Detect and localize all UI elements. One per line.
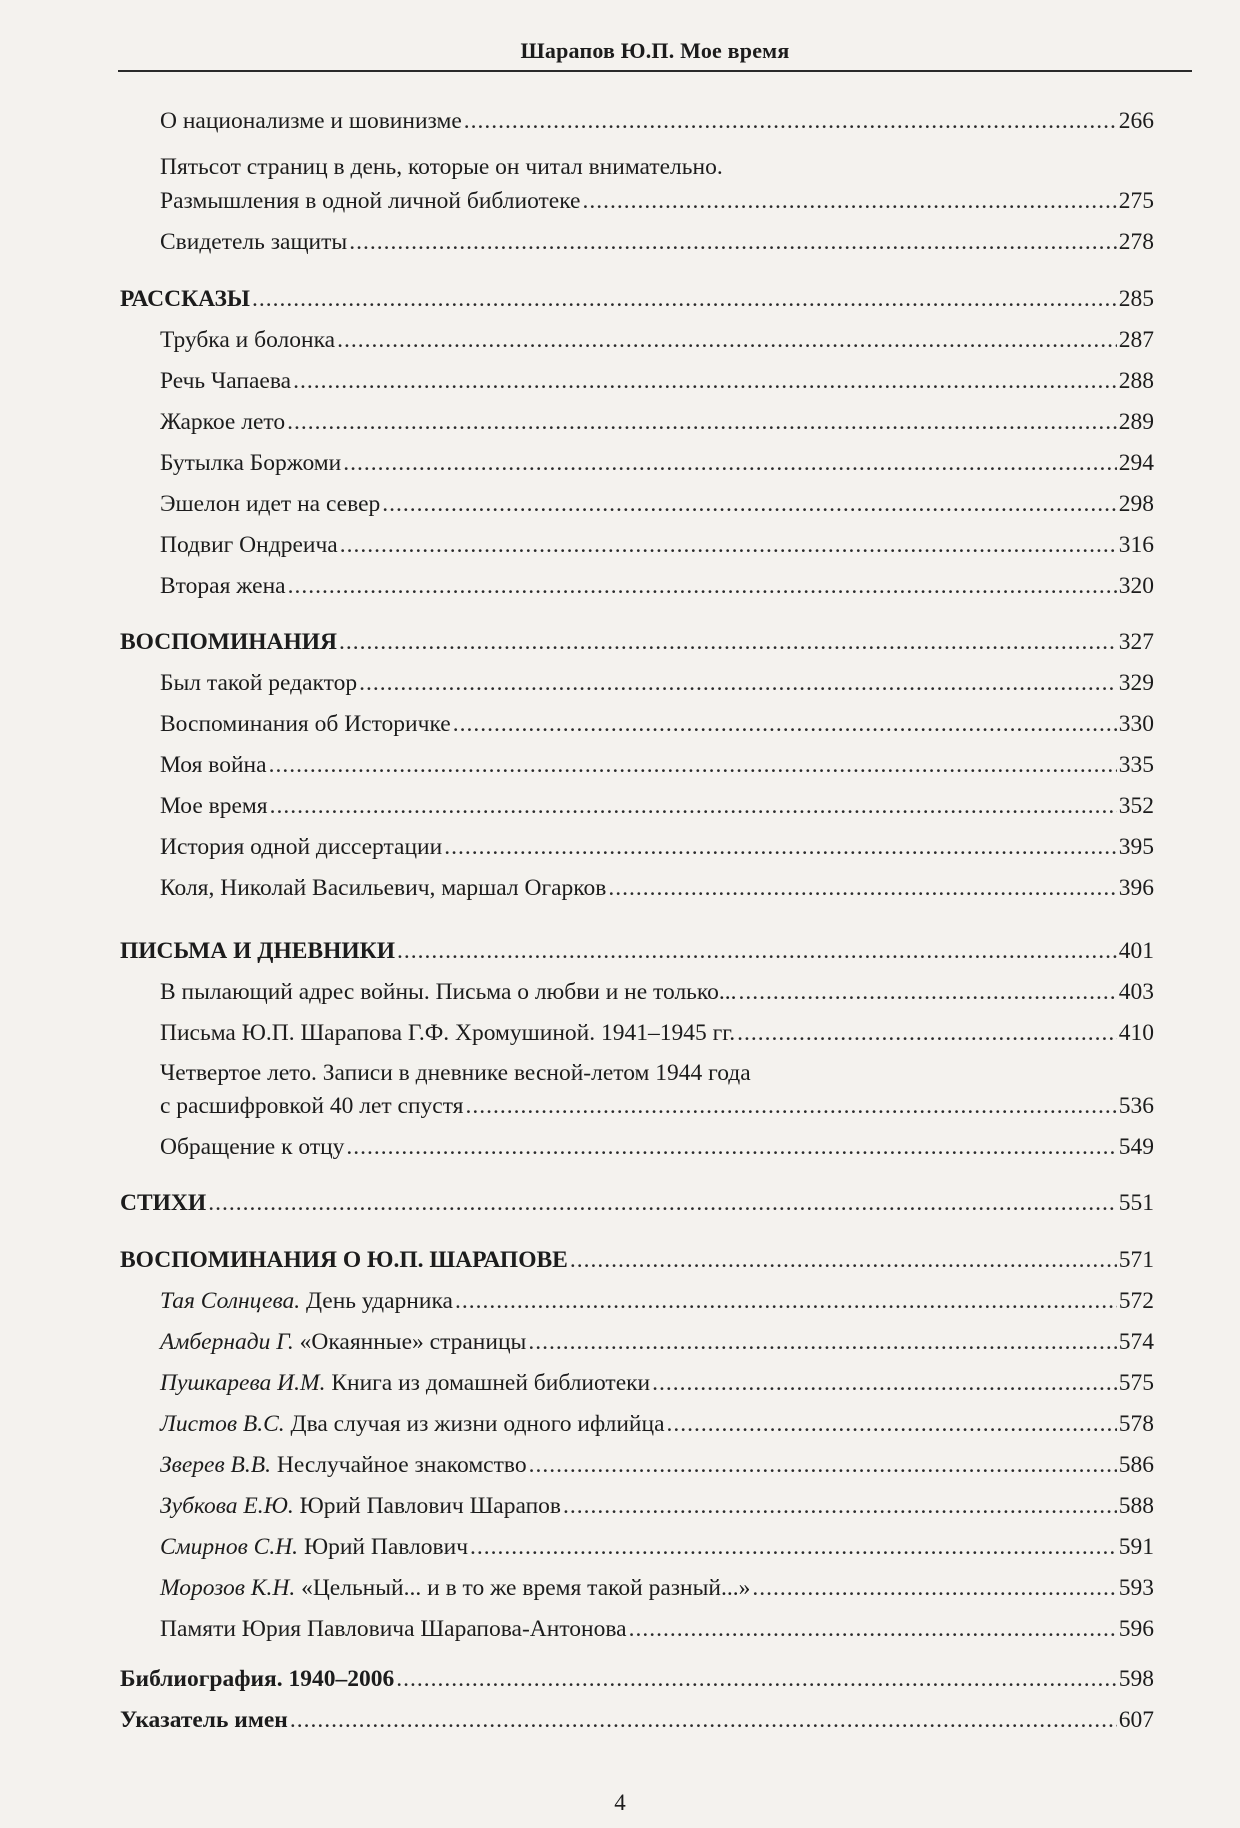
toc-entry-title: Размышления в одной личной библиотеке	[160, 188, 581, 214]
toc-entry-title: История одной диссертации	[160, 834, 443, 860]
toc-entry-page: 596	[1118, 1616, 1154, 1642]
leader-dots	[396, 1664, 1117, 1694]
toc-entry-page: 285	[1118, 286, 1154, 312]
toc-section-heading[interactable]	[120, 1705, 1154, 1735]
toc-entry[interactable]	[160, 571, 1154, 601]
toc-section-title: Указатель имен	[120, 1707, 288, 1733]
toc-entry-author: Зверев В.В.	[160, 1452, 271, 1478]
toc-entry[interactable]	[160, 1368, 1154, 1398]
toc-entry[interactable]	[160, 448, 1154, 478]
toc-entry-page: 401	[1118, 938, 1154, 964]
toc-entry[interactable]	[160, 1409, 1154, 1439]
toc-section-title: РАССКАЗЫ	[120, 286, 250, 312]
toc-entry[interactable]	[160, 1327, 1154, 1357]
toc-entry[interactable]	[160, 530, 1154, 560]
leader-dots	[397, 936, 1117, 966]
leader-dots	[290, 1705, 1117, 1735]
toc-entry-title: Бутылка Боржоми	[160, 450, 342, 476]
toc-entry[interactable]	[160, 489, 1154, 519]
toc-entry-author: Амбернади Г.	[160, 1329, 294, 1355]
leader-dots	[752, 1573, 1116, 1603]
toc-entry-title: Памяти Юрия Павловича Шарапова-Антонова	[160, 1616, 627, 1642]
toc-section-title: Библиография. 1940–2006	[120, 1666, 395, 1692]
toc-entry-page: 278	[1118, 229, 1154, 255]
toc-entry[interactable]	[160, 977, 1154, 1007]
leader-dots	[465, 1091, 1116, 1121]
toc-entry-page: 327	[1118, 629, 1154, 655]
toc-section-heading[interactable]	[120, 1664, 1154, 1694]
leader-dots	[349, 227, 1117, 257]
leader-dots	[737, 1018, 1117, 1048]
toc-entry-title: Вторая жена	[160, 573, 286, 599]
toc-entry[interactable]	[160, 1286, 1154, 1316]
toc-entry-page: 598	[1118, 1666, 1154, 1692]
leader-dots	[453, 709, 1117, 739]
toc-entry-title: Речь Чапаева	[160, 368, 292, 394]
leader-dots	[608, 873, 1116, 903]
toc-entry-title: В пылающий адрес войны. Письма о любви и не только...	[160, 979, 737, 1005]
toc-entry-title-line1: Четвертое лето. Записи в дневнике весной-летом 1944 года	[160, 1060, 751, 1086]
leader-dots	[293, 366, 1117, 396]
toc-entry-title: «Окаянные» страницы	[299, 1329, 527, 1355]
leader-dots	[270, 791, 1117, 821]
toc-entry-page: 396	[1118, 875, 1154, 901]
toc-entry-page: 575	[1118, 1370, 1154, 1396]
toc-entry-page: 289	[1118, 409, 1154, 435]
toc-entry-page: 298	[1118, 491, 1154, 517]
toc-entry[interactable]	[160, 1491, 1154, 1521]
toc-entry-title: День ударника	[305, 1288, 453, 1314]
toc-entry[interactable]	[160, 1532, 1154, 1562]
leader-dots	[337, 325, 1117, 355]
leader-dots	[529, 1450, 1117, 1480]
toc-entry[interactable]	[160, 1450, 1154, 1480]
toc-section-title: ПИСЬМА И ДНЕВНИКИ	[120, 938, 395, 964]
toc-entry-page: 288	[1118, 368, 1154, 394]
toc-entry-page: 287	[1118, 327, 1154, 353]
toc-entry[interactable]	[160, 186, 1154, 216]
toc-entry-page: 586	[1118, 1452, 1154, 1478]
toc-entry-title: Книга из домашней библиотеки	[331, 1370, 651, 1396]
toc-entry-page: 352	[1118, 793, 1154, 819]
toc-entry-title: Неслучайное знакомство	[276, 1452, 527, 1478]
toc-entry[interactable]	[160, 709, 1154, 739]
toc-entry-title: Воспоминания об Историчке	[160, 711, 451, 737]
leader-dots	[252, 284, 1117, 314]
leader-dots	[652, 1368, 1117, 1398]
toc-entry-page: 330	[1118, 711, 1154, 737]
toc-entry[interactable]	[160, 1573, 1154, 1603]
toc-entry-page: 395	[1118, 834, 1154, 860]
leader-dots	[563, 1491, 1117, 1521]
toc-entry-author: Морозов К.Н.	[160, 1575, 296, 1601]
leader-dots	[359, 668, 1117, 698]
toc-section-heading[interactable]	[120, 627, 1154, 657]
toc-entry-title: с расшифровкой 40 лет спустя	[160, 1093, 464, 1119]
toc-section-heading[interactable]	[120, 1188, 1154, 1218]
toc-entry[interactable]	[160, 106, 1154, 136]
leader-dots	[470, 1532, 1117, 1562]
toc-entry-title: Был такой редактор	[160, 670, 358, 696]
leader-dots	[738, 977, 1116, 1007]
toc-entry-page: 294	[1118, 450, 1154, 476]
leader-dots	[583, 186, 1117, 216]
toc-entry[interactable]	[160, 1018, 1154, 1048]
toc-entry-page: 571	[1118, 1247, 1154, 1273]
toc-entry-title: Подвиг Ондреича	[160, 532, 338, 558]
leader-dots	[382, 489, 1117, 519]
toc-entry-page: 572	[1118, 1288, 1154, 1314]
toc-entry[interactable]	[160, 791, 1154, 821]
toc-section-heading[interactable]	[120, 1245, 1154, 1275]
toc-entry[interactable]	[160, 1132, 1154, 1162]
toc-entry-author: Пушкарева И.М.	[160, 1370, 326, 1396]
leader-dots	[444, 832, 1117, 862]
page-number: 4	[614, 1790, 626, 1815]
toc-entry-page: 574	[1118, 1329, 1154, 1355]
leader-dots	[464, 106, 1117, 136]
leader-dots	[343, 448, 1117, 478]
toc-entry-author: Смирнов С.Н.	[160, 1534, 299, 1560]
toc-entry-title: Жаркое лето	[160, 409, 286, 435]
toc-entry-page: 275	[1118, 188, 1154, 214]
toc-entry[interactable]	[160, 873, 1154, 903]
leader-dots	[340, 530, 1117, 560]
toc-entry-page: 335	[1118, 752, 1154, 778]
toc-entry-title: Эшелон идет на север	[160, 491, 381, 517]
toc-entry[interactable]	[160, 750, 1154, 780]
toc-entry-page: 588	[1118, 1493, 1154, 1519]
toc-section-heading[interactable]	[120, 936, 1154, 966]
running-header: Шарапов Ю.П. Мое время	[520, 38, 790, 63]
leader-dots	[346, 1132, 1116, 1162]
toc-entry-page: 403	[1118, 979, 1154, 1005]
toc-entry[interactable]	[160, 366, 1154, 396]
toc-entry-title: Обращение к отцу	[160, 1134, 345, 1160]
leader-dots	[528, 1327, 1116, 1357]
leader-dots	[570, 1245, 1117, 1275]
toc-entry-author: Листов В.С.	[160, 1411, 285, 1437]
leader-dots	[269, 750, 1117, 780]
toc-entry-page: 549	[1118, 1134, 1154, 1160]
toc-entry-title: Письма Ю.П. Шарапова Г.Ф. Хромушиной. 1941–1945 гг.	[160, 1020, 736, 1046]
toc-entry-title: Свидетель защиты	[160, 229, 348, 255]
toc-entry-title: Трубка и болонка	[160, 327, 336, 353]
toc-entry-page: 266	[1118, 108, 1154, 134]
toc-section-title: ВОСПОМИНАНИЯ	[120, 629, 338, 655]
leader-dots	[287, 407, 1117, 437]
toc-entry-title-line1: Пятьсот страниц в день, которые он читал внимательно.	[160, 154, 723, 180]
toc-entry-page: 607	[1118, 1707, 1154, 1733]
toc-entry-author: Зубкова Е.Ю.	[160, 1493, 294, 1519]
toc-entry[interactable]	[160, 668, 1154, 698]
leader-dots	[208, 1188, 1117, 1218]
toc-entry-page: 536	[1118, 1093, 1154, 1119]
toc-entry-title: Мое время	[160, 793, 268, 819]
toc-entry-title: Моя война	[160, 752, 267, 778]
toc-entry[interactable]	[160, 1091, 1154, 1121]
toc-entry-title: Коля, Николай Васильевич, маршал Огарков	[160, 875, 607, 901]
leader-dots	[339, 627, 1117, 657]
toc-entry[interactable]	[160, 325, 1154, 355]
toc-entry[interactable]	[160, 407, 1154, 437]
toc-entry-title: Юрий Павлович Шарапов	[299, 1493, 562, 1519]
toc-entry-page: 320	[1118, 573, 1154, 599]
leader-dots	[629, 1614, 1117, 1644]
toc-entry-page: 591	[1118, 1534, 1154, 1560]
toc-entry-page: 410	[1118, 1020, 1154, 1046]
toc-entry[interactable]	[160, 227, 1154, 257]
leader-dots	[667, 1409, 1117, 1439]
toc-entry-title: Два случая из жизни одного ифлийца	[290, 1411, 665, 1437]
toc-entry-author: Тая Солнцева.	[160, 1288, 301, 1314]
toc-entry-page: 329	[1118, 670, 1154, 696]
toc-entry-title: О национализме и шовинизме	[160, 108, 462, 134]
leader-dots	[455, 1286, 1117, 1316]
toc-entry[interactable]	[160, 1614, 1154, 1644]
toc-section-heading[interactable]	[120, 284, 1154, 314]
toc-section-title: СТИХИ	[120, 1190, 207, 1216]
toc-entry-title: Юрий Павлович	[303, 1534, 469, 1560]
leader-dots	[288, 571, 1117, 601]
toc-section-title: ВОСПОМИНАНИЯ О Ю.П. ШАРАПОВЕ	[120, 1247, 568, 1273]
toc-entry[interactable]	[160, 832, 1154, 862]
toc-entry-page: 578	[1118, 1411, 1154, 1437]
toc-entry-title: «Цельный... и в то же время такой разный...»	[301, 1575, 751, 1601]
toc-entry-page: 593	[1118, 1575, 1154, 1601]
toc-entry-page: 551	[1118, 1190, 1154, 1216]
toc-entry-page: 316	[1118, 532, 1154, 558]
